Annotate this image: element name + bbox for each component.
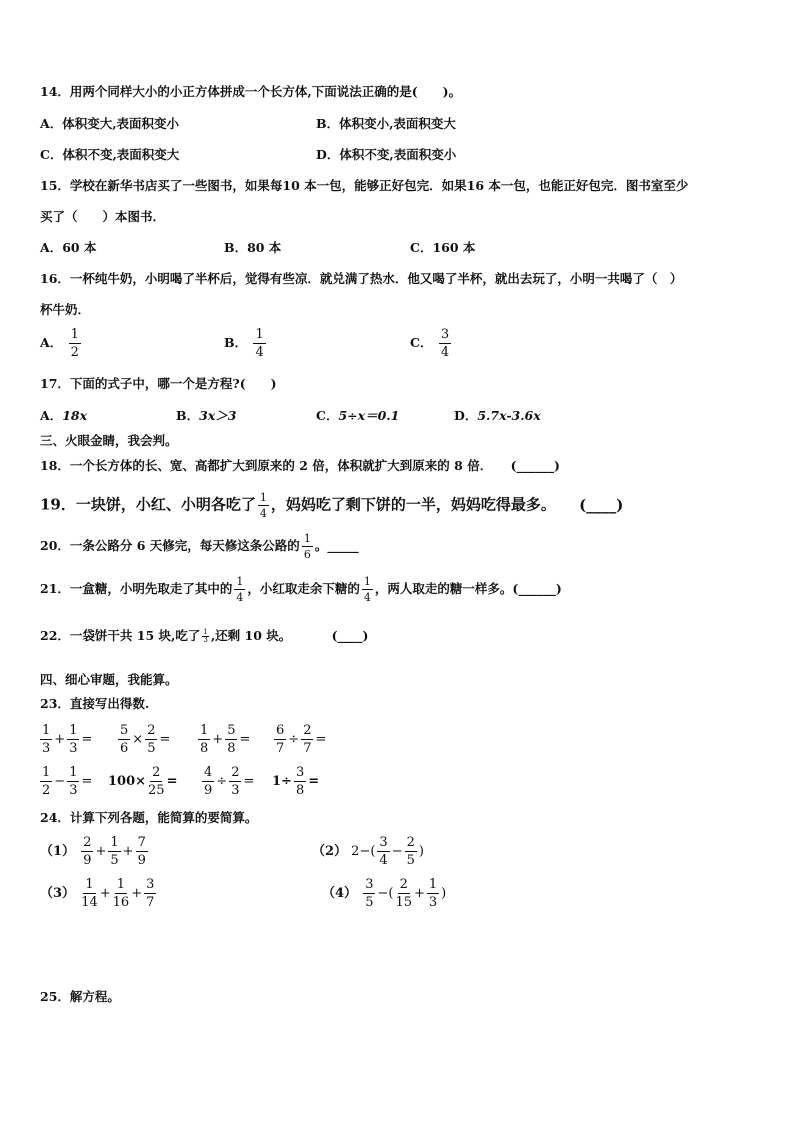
numerator: 5 <box>227 723 236 738</box>
q20-post[interactable]: 。_____ <box>314 538 359 553</box>
fraction <box>40 766 52 797</box>
denominator: 9 <box>204 783 213 798</box>
fraction <box>225 724 237 755</box>
q14-option-b: B．体积变小,表面积变大 <box>316 116 456 131</box>
q16-option-b-fraction <box>253 328 265 359</box>
operator: + <box>212 732 224 747</box>
q24-problem-2: （2） 2−( $\frac{3}{4}$ − $\frac{2}{5}$ ) <box>312 835 424 868</box>
q15-option-b: B．80 本 <box>224 240 282 255</box>
q19-fraction <box>258 492 269 519</box>
q21-text <box>40 576 562 603</box>
numerator: 1 <box>70 327 79 342</box>
numerator: 1 <box>42 765 51 780</box>
denominator: 3 <box>69 783 78 798</box>
fraction <box>294 766 306 797</box>
q16-option-b-label: B． <box>224 335 248 350</box>
numerator: 6 <box>276 723 285 738</box>
denominator: 4 <box>236 591 244 604</box>
denominator: 2 <box>42 783 51 798</box>
q15-option-a: A．60 本 <box>40 240 97 255</box>
numerator: 1 <box>69 723 78 738</box>
denominator: 2 <box>70 345 79 360</box>
q21-fraction-2 <box>362 576 373 603</box>
q22-answer-blank[interactable]: (____) <box>331 628 369 643</box>
label: （4） <box>322 886 358 901</box>
label: （1） <box>40 844 76 859</box>
q17-option-c-expr: 5÷x＝0.1 <box>338 408 400 423</box>
numerator: 4 <box>204 765 213 780</box>
q17-option-d-expr: 5.7x-3.6x <box>477 408 541 423</box>
equals: = <box>243 774 255 789</box>
label: （3） <box>40 886 76 901</box>
q15-line1: 15．学校在新华书店买了一些图书，如果每10 本一包，能够正好包完．如果16 本一包，也能正好包完．图书室至少 <box>40 178 689 193</box>
fraction <box>118 724 130 755</box>
denominator: 5 <box>147 741 156 756</box>
fraction <box>148 766 165 797</box>
denominator: 3 <box>69 741 78 756</box>
q23-item-1 <box>38 724 92 755</box>
numerator: 1 <box>200 723 209 738</box>
numerator: 2 <box>152 765 161 780</box>
denominator: 6 <box>120 741 129 756</box>
q17-option-a-expr: 18x <box>62 408 88 423</box>
q17-option-a-label: A． <box>40 408 63 423</box>
q14-option-c: C．体积不变,表面积变大 <box>40 147 180 162</box>
equals: = <box>81 774 93 789</box>
q16-option-c-fraction <box>439 328 451 359</box>
q22-fraction <box>202 629 208 644</box>
numerator: 2 <box>231 765 240 780</box>
denominator: 25 <box>148 783 165 798</box>
denominator: 4 <box>440 345 450 360</box>
q16-line2: 杯牛奶． <box>40 302 91 317</box>
operator: + <box>54 732 66 747</box>
q22-pre: 22．一袋饼干共 15 块,吃了 <box>40 628 201 643</box>
q14-option-d: D．体积不变,表面积变小 <box>316 147 457 162</box>
denominator: 7 <box>303 741 312 756</box>
operator: ÷ <box>216 774 228 789</box>
q21-mid: ，小红取走余下糖的 <box>247 581 360 596</box>
q21-post[interactable]: ，两人取走的糖一样多。(______) <box>374 581 562 596</box>
q19-text <box>40 492 623 519</box>
numerator: 1 <box>363 575 371 588</box>
q20-text <box>40 533 359 560</box>
q18-statement: 18．一个长方体的长、宽、高都扩大到原来的 2 倍，体积就扩大到原来的 8 倍． <box>40 458 493 473</box>
q17-option-b-expr: 3x＞3 <box>199 408 237 423</box>
fraction <box>145 724 157 755</box>
q16-line1: 16．一杯纯牛奶，小明喝了半杯后，觉得有些凉．就兑满了热水．他又喝了半杯，就出去玩了，小明一共喝了（ ） <box>40 271 683 286</box>
numerator: 3 <box>440 327 450 342</box>
q23-item-7 <box>200 766 254 797</box>
q17-option-c <box>316 408 399 424</box>
q19-pre: 19．一块饼，小红、小明各吃了 <box>40 495 256 514</box>
q19-post: ，妈妈吃了剩下饼的一半，妈妈吃得最多。 <box>270 495 556 514</box>
q24-problem-4: （4） $\frac{3}{5}$ −( $\frac{2}{15}$ + $\frac{1}{3}$ ) <box>322 877 447 910</box>
q17-option-c-label: C． <box>316 408 339 423</box>
denominator: 4 <box>363 591 371 604</box>
equals: = <box>166 774 178 789</box>
fraction <box>198 724 210 755</box>
q24-stem: 24．计算下列各题，能简算的要简算。 <box>40 810 258 825</box>
equals: = <box>239 732 251 747</box>
q18-text <box>40 458 560 474</box>
q15-option-c: C．160 本 <box>410 240 476 255</box>
prefix: 1÷ <box>272 774 292 789</box>
q23-item-5 <box>38 766 92 797</box>
fraction <box>202 766 214 797</box>
numerator: 1 <box>259 491 267 504</box>
q22-text <box>40 628 368 644</box>
q17-stem: 17．下面的式子中，哪一个是方程?( ) <box>40 376 277 391</box>
equals: = <box>159 732 171 747</box>
section-three-heading: 三、火眼金睛，我会判。 <box>40 433 178 448</box>
numerator: 1 <box>303 532 311 545</box>
q20-fraction <box>302 533 313 560</box>
q18-answer-blank[interactable]: (______) <box>510 458 560 473</box>
numerator: 1 <box>42 723 51 738</box>
q22-post: ,还剩 10 块。 <box>210 628 292 643</box>
q25-stem: 25．解方程。 <box>40 989 120 1004</box>
denominator: 4 <box>255 345 264 360</box>
fraction <box>229 766 241 797</box>
fraction <box>67 724 79 755</box>
fraction <box>274 724 286 755</box>
denominator: 3 <box>231 783 240 798</box>
q23-item-8 <box>272 766 319 797</box>
fraction <box>40 724 52 755</box>
q24-problem-1: （1） $\frac{2}{9}$ + $\frac{1}{5}$ + $\frac{7}{9}$ <box>40 835 146 868</box>
q23-item-2 <box>116 724 170 755</box>
q15-line2: 买了（ ）本图书． <box>40 209 166 224</box>
numerator: 1 <box>236 575 244 588</box>
fraction <box>67 766 79 797</box>
q23-item-4 <box>272 724 326 755</box>
q16-option-b <box>224 328 268 359</box>
denominator: 8 <box>227 741 236 756</box>
label: （2） <box>312 844 348 859</box>
equals: = <box>81 732 93 747</box>
denominator: 6 <box>303 548 311 561</box>
denominator: 7 <box>276 741 285 756</box>
denominator: 3 <box>42 741 51 756</box>
numerator: 2 <box>147 723 156 738</box>
denominator: 3 <box>203 636 208 644</box>
denominator: 8 <box>200 741 209 756</box>
numerator: 5 <box>120 723 129 738</box>
q14-stem: 14．用两个同样大小的小正方体拼成一个长方体,下面说法正确的是( )。 <box>40 84 462 99</box>
q23-stem: 23．直接写出得数. <box>40 696 150 711</box>
numerator: 2 <box>303 723 312 738</box>
operator: ÷ <box>288 732 300 747</box>
numerator: 1 <box>69 765 78 780</box>
section-four-heading: 四、细心审题，我能算。 <box>40 672 178 687</box>
q17-option-d-label: D． <box>454 408 478 423</box>
operator: − <box>54 774 66 789</box>
q24-problem-3: （3） $\frac{1}{14}$ + $\frac{1}{16}$ + $\frac{3}{7}$ <box>40 877 155 910</box>
numerator: 3 <box>295 765 305 780</box>
q17-option-d <box>454 408 541 424</box>
q23-item-6 <box>108 766 177 797</box>
q16-option-a-label: A． <box>40 335 63 350</box>
q17-option-b <box>176 408 236 424</box>
q21-fraction-1 <box>234 576 245 603</box>
q16-option-a <box>40 328 83 359</box>
q17-option-b-label: B． <box>176 408 200 423</box>
numerator: 1 <box>203 628 208 636</box>
equals: = <box>315 732 327 747</box>
q16-option-c <box>410 328 453 359</box>
numerator: 1 <box>255 327 264 342</box>
equals: = <box>308 774 320 789</box>
fraction <box>301 724 313 755</box>
q23-item-3 <box>196 724 250 755</box>
q20-pre: 20．一条公路分 6 天修完，每天修这条公路的 <box>40 538 300 553</box>
q16-option-a-fraction <box>69 328 81 359</box>
q16-option-c-label: C． <box>410 335 433 350</box>
denominator: 8 <box>295 783 305 798</box>
q19-answer-blank[interactable]: (____) <box>579 495 624 514</box>
denominator: 4 <box>259 507 267 520</box>
q17-option-a <box>40 408 87 424</box>
operator: × <box>132 732 144 747</box>
q21-pre: 21．一盒糖，小明先取走了其中的 <box>40 581 233 596</box>
prefix: 100× <box>108 774 147 789</box>
q14-option-a: A．体积变大,表面积变小 <box>40 116 180 131</box>
